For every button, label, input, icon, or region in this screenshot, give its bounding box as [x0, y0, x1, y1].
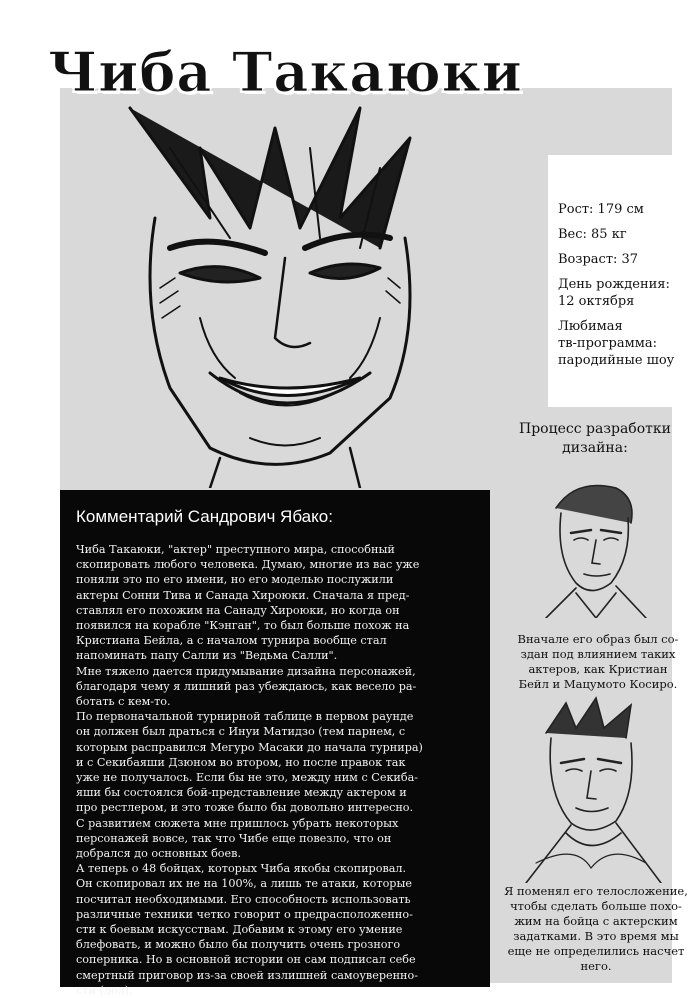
comment-heading: Комментарий Сандрович Ябако:: [76, 507, 333, 526]
design-process-heading: Процесс разработки дизайна:: [519, 421, 671, 456]
character-stats-box: [548, 155, 688, 407]
design-caption-early: Вначале его образ был со- здан под влиянием таких актеров, как Кристиан Бейл и Мацумото Косиро.: [517, 632, 679, 691]
comment-body: Чиба Такаюки, "актер" преступного мира, способный скопировать любого человека. Думаю, многие из вас уже поняли это по его имени, но его моделью послужили актеры Сонни Тива и Санада Хироюки. Сначала я пред- ставлял его похожим на Санаду Хироюки, но когда он появился на корабле "Кэнган", то был больше похож на Кристиана Бейла, а с началом турнира вообще стал напоминать папу Салли из "Ведьма Салли". Мне тяжело дается придумывание дизайна персонажей, благодаря чему я лишний раз убеждаюсь, как весело ра- ботать с кем-то. По первоначальной турнирной таблице в первом раунде он должен был драться с Инуи Матидзо (тем парнем, с которым расправился Мегуро Масаки до начала турнира) и с Секибаяши Дзюном во втором, но после правок так уже не получалось. Если бы не это, между ним с Секиба- яши бы состоялся бой-представление между актером и про рестлером, и это тоже было бы довольно интересно. С развитием сюжета мне пришлось убрать некоторых персонажей вовсе, так что Чибе еще повезло, что он добрался до основных боев. А теперь о 48 бойцах, которых Чиба якобы скопировал. Он скопировал их не на 100%, а лишь те атаки, которые посчитал необходимыми. Его способность использовать различные техники четко говорит о предрасположенно- сти к боевым искусствам. Добавим к этому его умение блефовать, и можно было бы получить очень грозного соперника. Но в основной истории он сам подписал себе смертный приговор из-за своей излишней самоуверенно- сти (лол).: [76, 543, 423, 997]
design-caption-revised: Я поменял его телосложение, чтобы сделать больше похо- жим на бойца с актерским задатками. В это время мы еще не определились насчет него.: [504, 884, 688, 973]
stat-birthday: День рождения: 12 октября: [558, 277, 670, 309]
page-title: Чиба Такаюки: [48, 40, 523, 104]
stat-weight: Вес: 85 кг: [558, 227, 627, 242]
sketch-early-illustration: [516, 468, 666, 618]
character-portrait: [60, 88, 550, 488]
stat-height: Рост: 179 см: [558, 202, 644, 217]
design-sketch-revised: [516, 693, 666, 883]
stat-age: Возраст: 37: [558, 252, 639, 267]
stat-favorite-tv: Любимая тв-программа: пародийные шоу: [558, 319, 675, 368]
portrait-illustration: [60, 88, 550, 488]
author-comment-box: [60, 490, 490, 997]
design-sketch-early: [516, 468, 666, 618]
sketch-revised-illustration: [516, 693, 666, 883]
